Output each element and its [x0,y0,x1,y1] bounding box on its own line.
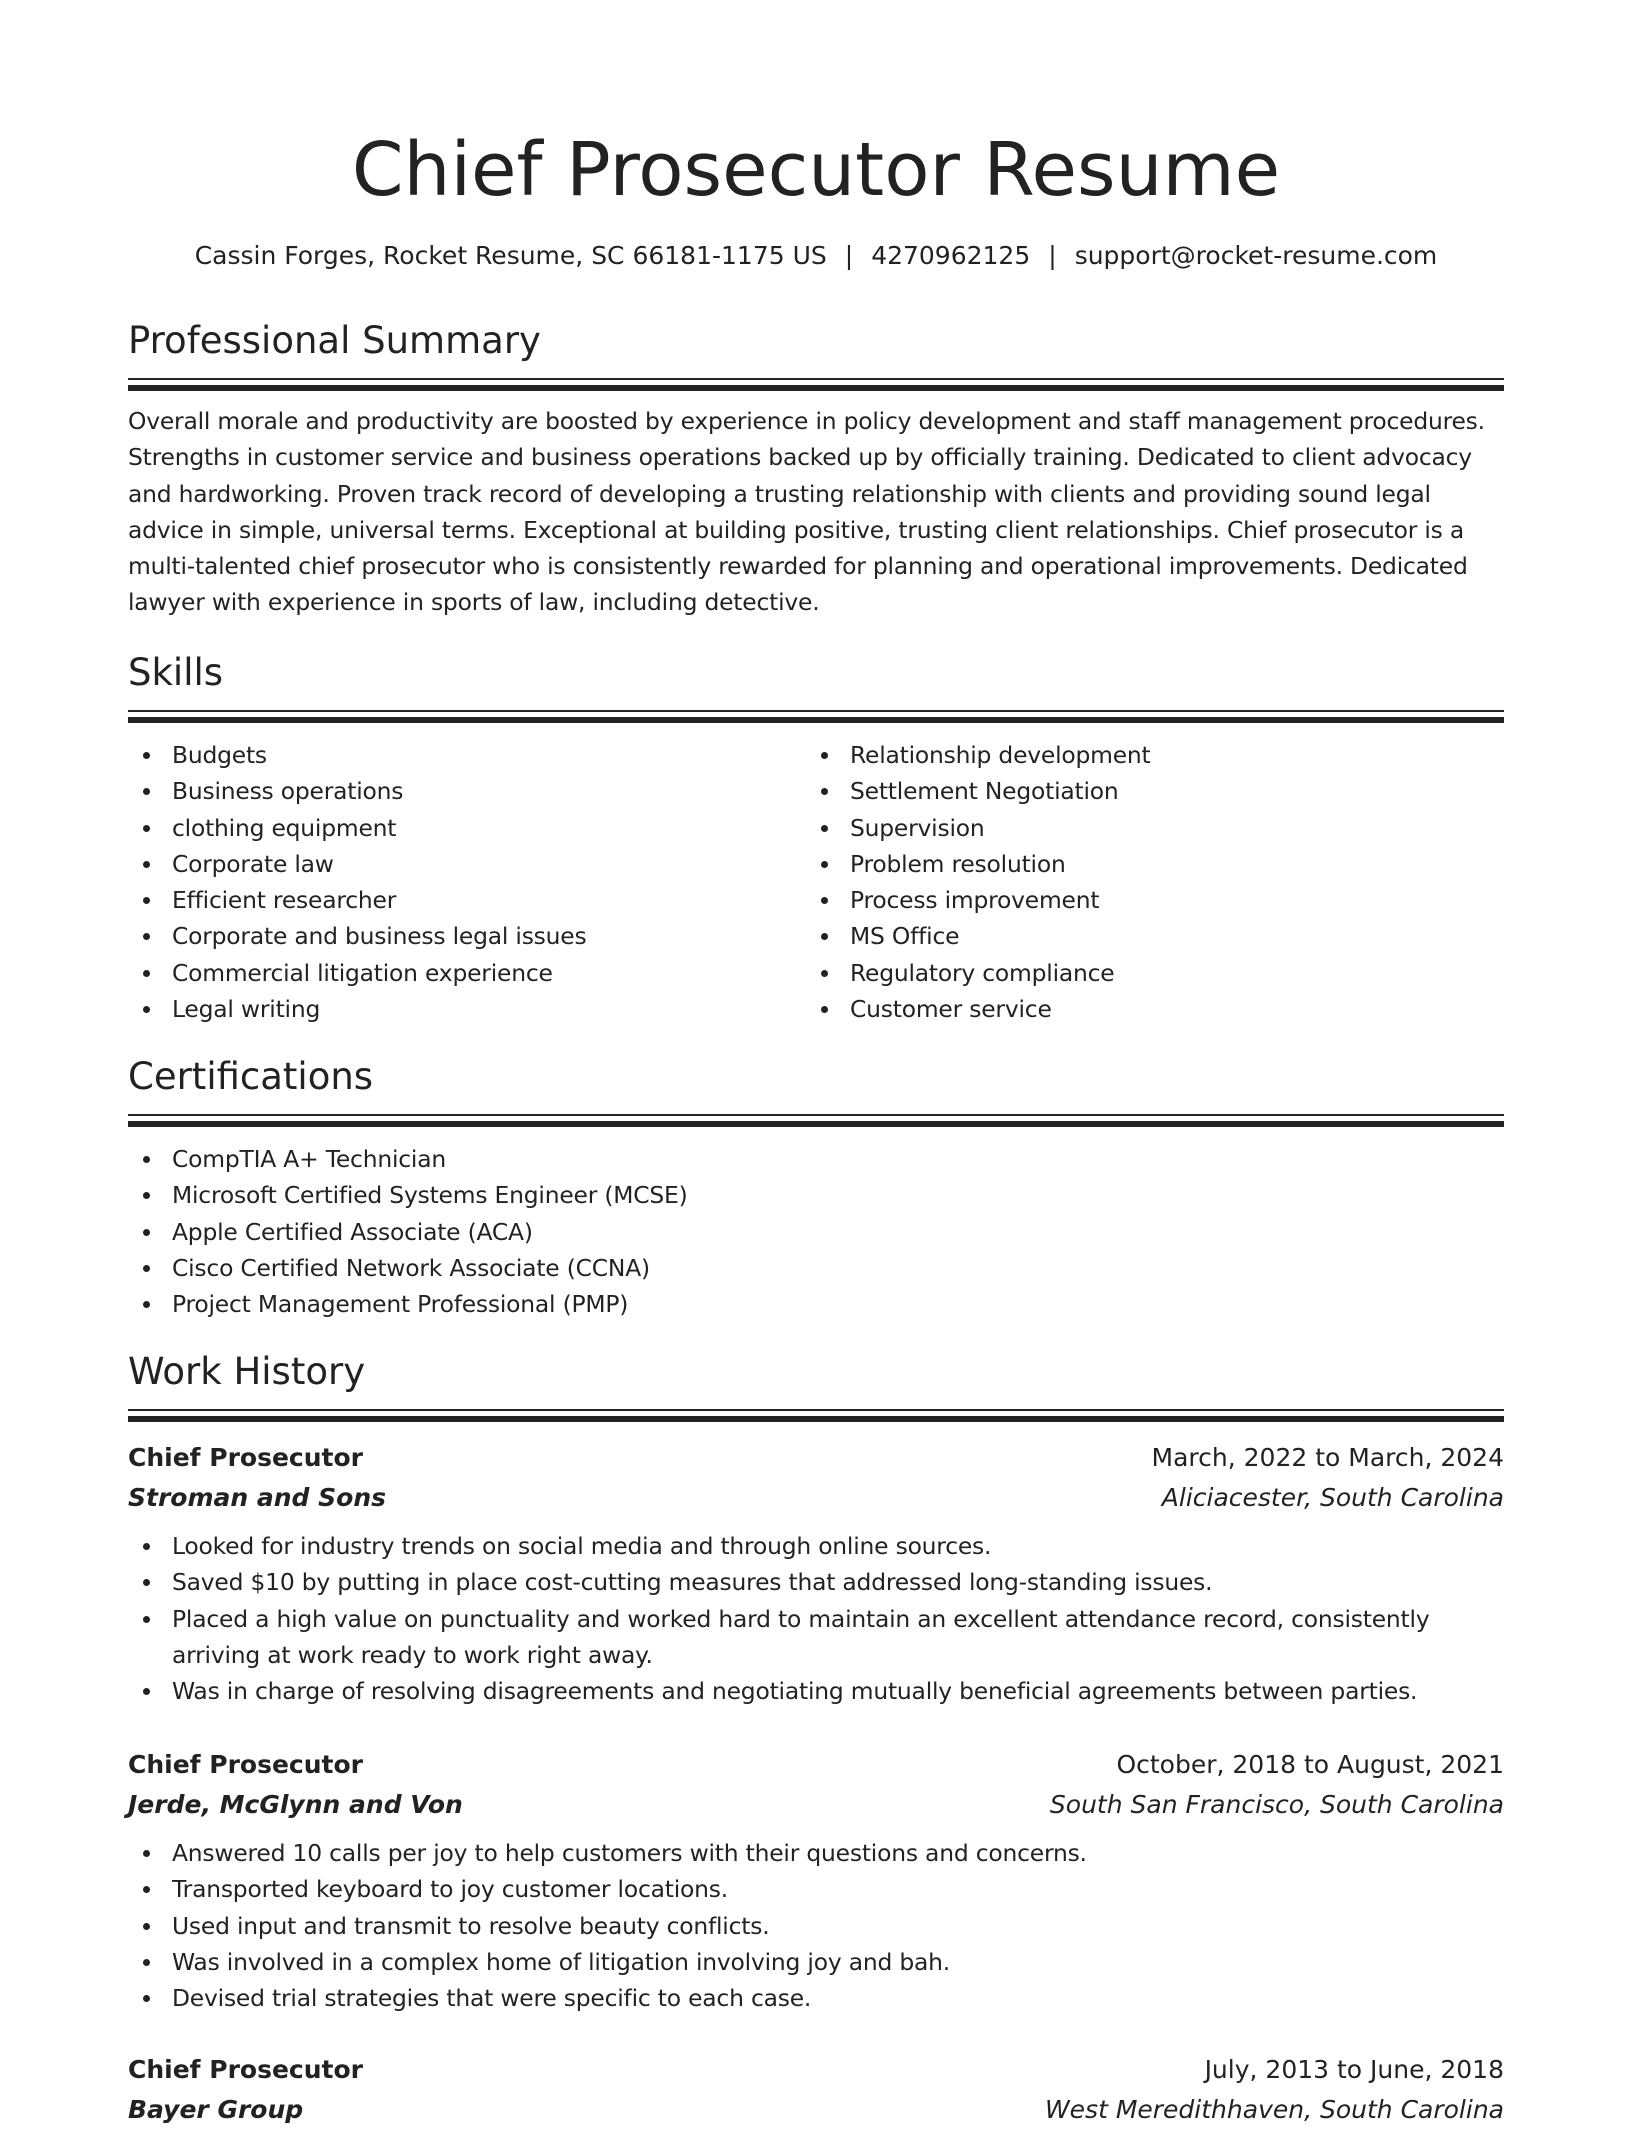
job-location: Aliciacester, South Carolina [1161,1483,1504,1512]
job-bullet: Transported keyboard to joy customer locations. [128,1871,1504,1907]
work-history-section [128,1347,1504,1422]
job-bullet: Looked for industry trends on social media and through online sources. [128,1528,1504,1564]
skill-item: clothing equipment [128,810,806,846]
job-title: Chief Prosecutor [128,1443,363,1472]
certification-item: Apple Certified Associate (ACA) [128,1214,1504,1250]
skill-item: Corporate and business legal issues [128,918,806,954]
job-entry [128,1745,1504,2016]
section-divider [128,1114,1504,1116]
certification-item: CompTIA A+ Technician [128,1141,1504,1177]
job-title: Chief Prosecutor [128,2055,363,2084]
skill-item: Budgets [128,737,806,773]
job-bullet: Placed a high value on punctuality and worked hard to maintain an excellent attendance record, consistently arriving at work ready to work right away. [128,1601,1504,1674]
skill-item: Corporate law [128,846,806,882]
job-entry [128,1438,1504,1709]
section-divider-thick [128,385,1504,391]
section-divider [128,378,1504,380]
certification-item: Microsoft Certified Systems Engineer (MCSE) [128,1177,1504,1213]
job-bullet: Answered 10 calls per joy to help customers with their questions and concerns. [128,1835,1504,1871]
section-divider [128,1409,1504,1411]
job-dates: October, 2018 to August, 2021 [1116,1750,1504,1779]
skill-item: Relationship development [806,737,1484,773]
skill-item: Business operations [128,773,806,809]
skill-item: Process improvement [806,882,1484,918]
certification-item: Cisco Certified Network Associate (CCNA) [128,1250,1504,1286]
job-bullet: Used input and transmit to resolve beauty conflicts. [128,1908,1504,1944]
skill-item: Settlement Negotiation [806,773,1484,809]
resume-title: Chief Prosecutor Resume [351,127,1281,213]
skills-section [128,648,1504,1027]
contact-line [128,238,1504,274]
job-location: South San Francisco, South Carolina [1049,1790,1504,1819]
summary-text: Overall morale and productivity are boosted by experience in policy development and staff management procedures. Strengths in customer service and business operations backed up by officially training. Dedicated to client advocacy and hardworking. Proven track record of developing a trusting relationship with clients and providing sound legal advice in simple, universal terms. Exceptional at building positive, trusting client relationships. Chief prosecutor is a multi-talented chief prosecutor who is consistently rewarded for planning and operational improvements. Dedicated lawyer with experience in sports of law, including detective. [128,407,1485,617]
job-dates: March, 2022 to March, 2024 [1151,1443,1504,1472]
contact-address: Cassin Forges, Rocket Resume, SC 66181-1175 US [194,241,827,270]
skill-item: Problem resolution [806,846,1484,882]
contact-separator: | [844,241,854,270]
summary-heading: Professional Summary [128,319,541,362]
job-bullet: Devised trial strategies that were specific to each case. [128,1980,1504,2016]
section-divider-thick [128,1121,1504,1127]
section-divider [128,710,1504,712]
skills-heading: Skills [128,651,224,694]
skills-columns [128,737,1504,1027]
skill-item: Commercial litigation experience [128,955,806,991]
job-bullet: Was involved in a complex home of litigation involving joy and bah. [128,1944,1504,1980]
certification-item: Project Management Professional (PMP) [128,1286,1504,1322]
section-divider-thick [128,1416,1504,1422]
skill-item: Efficient researcher [128,882,806,918]
contact-phone: 4270962125 [871,241,1031,270]
skills-list-left [128,737,806,1027]
job-company: Stroman and Sons [128,1483,387,1512]
section-divider-thick [128,717,1504,723]
contact-separator: | [1048,241,1057,270]
skill-item: MS Office [806,918,1484,954]
skill-item: Regulatory compliance [806,955,1484,991]
certifications-section [128,1052,1504,1322]
job-title: Chief Prosecutor [128,1750,363,1779]
certifications-list [128,1141,1504,1322]
job-bullets [128,1528,1504,1709]
job-bullets [128,1835,1504,2016]
summary-section [128,316,1504,621]
certifications-heading: Certifications [128,1055,374,1098]
job-dates: July, 2013 to June, 2018 [1204,2055,1504,2084]
job-location: West Meredithhaven, South Carolina [1044,2095,1504,2124]
skills-list-right [806,737,1484,1027]
skill-item: Legal writing [128,991,806,1027]
job-company: Bayer Group [128,2095,304,2124]
skill-item: Supervision [806,810,1484,846]
job-entry [128,2050,1504,2130]
job-bullet: Saved $10 by putting in place cost-cutting measures that addressed long-standing issues. [128,1564,1504,1600]
contact-email: support@rocket-resume.com [1074,241,1438,270]
job-company: Jerde, McGlynn and Von [128,1790,463,1819]
job-bullet: Was in charge of resolving disagreements and negotiating mutually beneficial agreements between parties. [128,1673,1504,1709]
skill-item: Customer service [806,991,1484,1027]
work-history-heading: Work History [128,1350,366,1393]
